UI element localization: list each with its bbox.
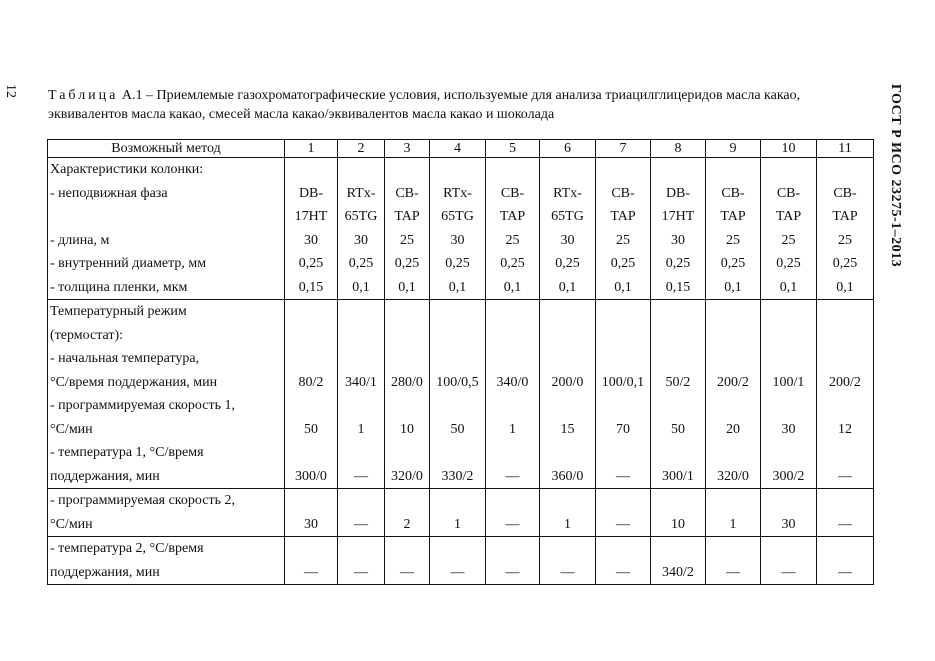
value-line <box>651 300 705 324</box>
value-line <box>596 158 650 182</box>
value-line: — <box>560 564 575 580</box>
value-line: 10 <box>671 516 685 532</box>
parameter-label: °С/мин <box>50 516 93 532</box>
value-line: 0,25 <box>445 256 470 271</box>
value-line: 0,25 <box>665 256 691 271</box>
value-line: 320/0 <box>391 468 423 484</box>
value-line <box>540 489 595 513</box>
value-line <box>486 537 539 561</box>
page-number: 12 <box>3 84 18 98</box>
value-line <box>706 394 760 418</box>
value-line: 0,25 <box>776 256 801 271</box>
method-number-cell: 2 <box>338 140 385 158</box>
value-line <box>817 394 873 418</box>
value-line <box>430 489 485 513</box>
value-line <box>540 394 595 418</box>
value-line <box>761 158 816 182</box>
method-value-cell <box>540 300 596 489</box>
value-line: 25 <box>505 232 520 248</box>
value-line: 30 <box>560 232 575 248</box>
document-standard-header: ГОСТ Р ИСО 23275-1–2013 <box>888 84 903 268</box>
method-value-cell <box>430 489 486 537</box>
value-line: 25 <box>400 232 414 248</box>
caption-text: – Приемлемые газохроматографические условия, используемые для анализа триацилглицеридов масла какао, эквивалентов масла какао, смесей масла какао/эквивалентов масла какао и шоколада <box>48 88 801 122</box>
method-value-cell <box>338 158 385 300</box>
value-line: 0,25 <box>298 256 324 271</box>
value-line: 300/0 <box>295 468 327 484</box>
method-value-cell <box>817 537 874 585</box>
parameter-label: Характеристики колонки: <box>50 162 204 177</box>
value-line <box>486 394 539 418</box>
parameter-label: - температура 2, °С/время <box>50 541 204 556</box>
method-value-cell <box>651 158 706 300</box>
value-line <box>285 394 337 418</box>
value-line: 50 <box>304 421 318 437</box>
table-row-group <box>48 158 874 300</box>
method-value-cell <box>430 158 486 300</box>
parameter-label-cell <box>48 489 285 537</box>
value-line <box>651 347 705 371</box>
method-value-cell <box>817 489 874 537</box>
value-line <box>651 324 705 348</box>
value-line <box>385 489 429 513</box>
value-line <box>761 347 816 371</box>
method-number-cell: 10 <box>761 140 817 158</box>
value-line: 0,1 <box>503 279 522 295</box>
value-line <box>486 324 539 348</box>
value-line <box>761 324 816 348</box>
method-value-cell <box>486 537 540 585</box>
parameter-label: - программируемая скорость 1, <box>50 398 235 413</box>
value-line: 50 <box>450 421 465 437</box>
table-row-group <box>48 489 874 537</box>
value-line: — <box>304 564 318 580</box>
value-line <box>817 537 873 561</box>
method-value-cell <box>486 489 540 537</box>
value-line: RTx- <box>553 185 582 201</box>
value-line: 200/0 <box>551 374 584 390</box>
value-line <box>430 324 485 348</box>
value-line: 340/2 <box>662 564 694 580</box>
value-line: 25 <box>616 232 630 248</box>
value-line: DB- <box>665 185 691 201</box>
method-value-cell <box>540 537 596 585</box>
value-line: 0,25 <box>720 256 746 271</box>
value-line: 17HT <box>661 209 695 224</box>
value-line: 1 <box>454 516 461 532</box>
method-value-cell <box>285 158 338 300</box>
value-line <box>338 537 384 561</box>
value-line <box>651 394 705 418</box>
value-line <box>706 347 760 371</box>
value-line <box>285 537 337 561</box>
parameter-label: - неподвижная фаза <box>50 185 168 201</box>
value-line: RTx- <box>346 185 376 201</box>
value-line <box>706 441 760 465</box>
value-line: TAP <box>499 209 526 224</box>
value-line: — <box>505 468 520 484</box>
value-line: 30 <box>354 232 368 248</box>
table-row-group <box>48 300 874 489</box>
value-line: 30 <box>450 232 465 248</box>
method-number-cell: 1 <box>285 140 338 158</box>
value-line: 30 <box>304 232 318 248</box>
value-line <box>385 537 429 561</box>
value-line: 0,1 <box>614 279 632 295</box>
method-value-cell <box>385 537 430 585</box>
value-line: RTx- <box>443 185 472 201</box>
value-line <box>430 158 485 182</box>
value-line <box>596 347 650 371</box>
value-line <box>338 158 384 182</box>
value-line: 100/0,5 <box>436 374 479 390</box>
value-line: 1 <box>729 516 737 532</box>
value-line <box>817 347 873 371</box>
value-line <box>817 489 873 513</box>
value-line: 0,25 <box>610 256 636 271</box>
value-line: TAP <box>775 209 802 224</box>
value-line <box>817 441 873 465</box>
value-line <box>430 300 485 324</box>
value-line <box>817 324 873 348</box>
value-line <box>385 158 429 182</box>
value-line <box>430 394 485 418</box>
value-line <box>285 324 337 348</box>
parameter-label: - внутренний диаметр, мм <box>50 256 207 271</box>
value-line: CB- <box>395 185 419 201</box>
value-line: — <box>354 516 368 532</box>
method-value-cell <box>338 537 385 585</box>
value-line: CB- <box>721 185 745 201</box>
value-line <box>761 441 816 465</box>
value-line <box>761 394 816 418</box>
value-line: 280/0 <box>391 374 423 390</box>
value-line: CB- <box>500 185 525 201</box>
value-line: — <box>616 564 630 580</box>
value-line <box>761 537 816 561</box>
value-line: 0,25 <box>832 256 858 271</box>
value-line: 0,1 <box>779 279 798 295</box>
parameter-label-cell <box>48 537 285 585</box>
value-line: — <box>354 468 368 484</box>
parameter-label: - программируемая скорость 2, <box>50 493 235 508</box>
parameter-label: - толщина пленки, мкм <box>50 279 188 295</box>
value-line: 0,25 <box>394 256 420 271</box>
value-line: 80/2 <box>298 374 324 390</box>
parameter-label: - длина, м <box>50 232 110 248</box>
parameter-label-cell <box>48 300 285 489</box>
parameter-label: Температурный режим <box>50 304 187 319</box>
value-line <box>706 158 760 182</box>
method-value-cell <box>817 300 874 489</box>
value-line <box>540 324 595 348</box>
value-line: 50 <box>671 421 685 437</box>
method-value-cell <box>285 300 338 489</box>
value-line: 50/2 <box>665 374 691 390</box>
method-value-cell <box>651 537 706 585</box>
value-line <box>486 441 539 465</box>
value-line: 300/2 <box>772 468 805 484</box>
value-line: — <box>505 516 520 532</box>
parameter-label: поддержания, мин <box>50 564 160 580</box>
value-line <box>430 347 485 371</box>
value-line: 100/1 <box>772 374 805 390</box>
value-line <box>338 347 384 371</box>
parameter-label: (термостат): <box>50 327 124 343</box>
value-line: CB- <box>776 185 801 201</box>
gc-conditions-table <box>47 139 874 585</box>
value-line: 65TG <box>551 209 584 224</box>
value-line <box>596 489 650 513</box>
caption-tag: Таблица <box>48 88 119 103</box>
value-line <box>385 324 429 348</box>
value-line <box>540 537 595 561</box>
method-value-cell <box>596 300 651 489</box>
value-line: — <box>400 564 414 580</box>
method-value-cell <box>651 489 706 537</box>
method-value-cell <box>338 489 385 537</box>
value-line <box>651 537 705 561</box>
value-line <box>540 347 595 371</box>
value-line: 300/1 <box>662 468 694 484</box>
value-line: 1 <box>509 421 516 437</box>
value-line: — <box>781 564 796 580</box>
value-line: 25 <box>838 232 852 248</box>
parameter-label <box>48 205 284 229</box>
value-line: 330/2 <box>441 468 474 484</box>
parameter-label: - начальная температура, <box>50 351 200 366</box>
value-line: 0,15 <box>665 279 691 295</box>
method-number-cell: 4 <box>430 140 486 158</box>
value-line <box>651 489 705 513</box>
value-line <box>817 158 873 182</box>
value-line: 25 <box>726 232 740 248</box>
value-line <box>706 324 760 348</box>
value-line <box>385 394 429 418</box>
value-line: 2 <box>403 516 411 532</box>
value-line: 0,25 <box>500 256 525 271</box>
value-line: 12 <box>838 421 852 437</box>
value-line: 17HT <box>294 209 328 224</box>
value-line <box>385 347 429 371</box>
parameter-label-cell <box>48 158 285 300</box>
value-line: 0,25 <box>348 256 374 271</box>
method-number-cell: 3 <box>385 140 430 158</box>
value-line: 1 <box>357 421 365 437</box>
method-value-cell <box>540 158 596 300</box>
value-line <box>486 300 539 324</box>
value-line: 30 <box>781 516 796 532</box>
method-value-cell <box>486 300 540 489</box>
value-line: — <box>838 468 852 484</box>
value-line: — <box>726 564 740 580</box>
value-line <box>761 300 816 324</box>
method-value-cell <box>338 300 385 489</box>
value-line: 10 <box>400 421 414 437</box>
value-line: TAP <box>610 209 636 224</box>
value-line <box>338 300 384 324</box>
method-value-cell <box>706 537 761 585</box>
value-line: 360/0 <box>551 468 584 484</box>
method-number-cell: 6 <box>540 140 596 158</box>
value-line <box>486 347 539 371</box>
value-line: TAP <box>832 209 858 224</box>
value-line <box>651 158 705 182</box>
value-line <box>706 489 760 513</box>
caption-number: А.1 <box>121 88 143 103</box>
value-line: — <box>616 516 630 532</box>
method-value-cell <box>817 158 874 300</box>
value-line: 340/0 <box>496 374 529 390</box>
value-line: — <box>354 564 368 580</box>
value-line: 0,15 <box>298 279 324 295</box>
method-value-cell <box>706 300 761 489</box>
value-line <box>596 324 650 348</box>
method-value-cell <box>430 300 486 489</box>
value-line <box>596 537 650 561</box>
value-line: — <box>838 564 852 580</box>
value-line: 30 <box>781 421 796 437</box>
method-number-cell: 8 <box>651 140 706 158</box>
method-value-cell <box>761 300 817 489</box>
value-line: 200/2 <box>717 374 749 390</box>
value-line <box>285 300 337 324</box>
value-line <box>430 537 485 561</box>
value-line <box>651 441 705 465</box>
parameter-label: °С/время поддержания, мин <box>50 374 218 390</box>
value-line: 320/0 <box>717 468 749 484</box>
value-line: TAP <box>720 209 746 224</box>
value-line <box>706 300 760 324</box>
method-value-cell <box>596 158 651 300</box>
value-line: 0,1 <box>558 279 577 295</box>
table-row-group <box>48 537 874 585</box>
method-value-cell <box>285 537 338 585</box>
value-line <box>596 394 650 418</box>
method-value-cell <box>385 158 430 300</box>
value-line <box>385 300 429 324</box>
value-line: — <box>505 564 520 580</box>
method-header-cell: Возможный метод <box>48 140 285 158</box>
method-value-cell <box>761 489 817 537</box>
value-line <box>285 441 337 465</box>
value-line: 30 <box>671 232 685 248</box>
value-line: 15 <box>560 421 575 437</box>
value-line <box>338 441 384 465</box>
value-line <box>486 489 539 513</box>
method-value-cell <box>761 158 817 300</box>
value-line: — <box>450 564 465 580</box>
method-value-cell <box>651 300 706 489</box>
value-line: 0,1 <box>398 279 416 295</box>
table-caption <box>48 86 872 124</box>
value-line: 65TG <box>344 209 378 224</box>
method-number-cell: 9 <box>706 140 761 158</box>
value-line <box>596 300 650 324</box>
method-value-cell <box>706 489 761 537</box>
value-line: 30 <box>304 516 318 532</box>
value-line: 200/2 <box>829 374 861 390</box>
value-line <box>338 324 384 348</box>
value-line: 340/1 <box>345 374 377 390</box>
value-line <box>540 158 595 182</box>
value-line: DB- <box>298 185 324 201</box>
method-number-cell: 7 <box>596 140 651 158</box>
method-value-cell <box>596 489 651 537</box>
value-line <box>817 300 873 324</box>
value-line <box>706 537 760 561</box>
value-line: 70 <box>616 421 630 437</box>
table-header-row <box>48 140 874 158</box>
value-line <box>761 489 816 513</box>
value-line: 0,25 <box>555 256 580 271</box>
value-line <box>540 441 595 465</box>
value-line <box>540 300 595 324</box>
method-value-cell <box>385 300 430 489</box>
parameter-label: °С/мин <box>50 421 93 437</box>
value-line: 65TG <box>441 209 474 224</box>
value-line: — <box>616 468 630 484</box>
method-value-cell <box>706 158 761 300</box>
value-line: — <box>838 516 852 532</box>
value-line: 0,1 <box>448 279 467 295</box>
parameter-label: поддержания, мин <box>50 468 160 484</box>
value-line <box>285 489 337 513</box>
value-line: 0,1 <box>836 279 854 295</box>
method-value-cell <box>540 489 596 537</box>
value-line: 1 <box>564 516 571 532</box>
value-line <box>285 158 337 182</box>
value-line: TAP <box>394 209 420 224</box>
value-line: CB- <box>611 185 635 201</box>
value-line <box>338 489 384 513</box>
method-value-cell <box>486 158 540 300</box>
value-line: 0,1 <box>352 279 370 295</box>
parameter-label: - температура 1, °С/время <box>50 445 204 460</box>
method-value-cell <box>285 489 338 537</box>
value-line: 20 <box>726 421 740 437</box>
value-line <box>430 441 485 465</box>
method-value-cell <box>596 537 651 585</box>
value-line: 0,1 <box>724 279 742 295</box>
value-line: 25 <box>781 232 796 248</box>
method-value-cell <box>761 537 817 585</box>
value-line <box>285 347 337 371</box>
method-number-cell: 5 <box>486 140 540 158</box>
value-line <box>486 158 539 182</box>
value-line: CB- <box>833 185 857 201</box>
method-value-cell <box>385 489 430 537</box>
value-line: 100/0,1 <box>601 374 645 390</box>
value-line <box>596 441 650 465</box>
value-line <box>338 394 384 418</box>
method-number-cell: 11 <box>817 140 874 158</box>
method-value-cell <box>430 537 486 585</box>
value-line <box>385 441 429 465</box>
